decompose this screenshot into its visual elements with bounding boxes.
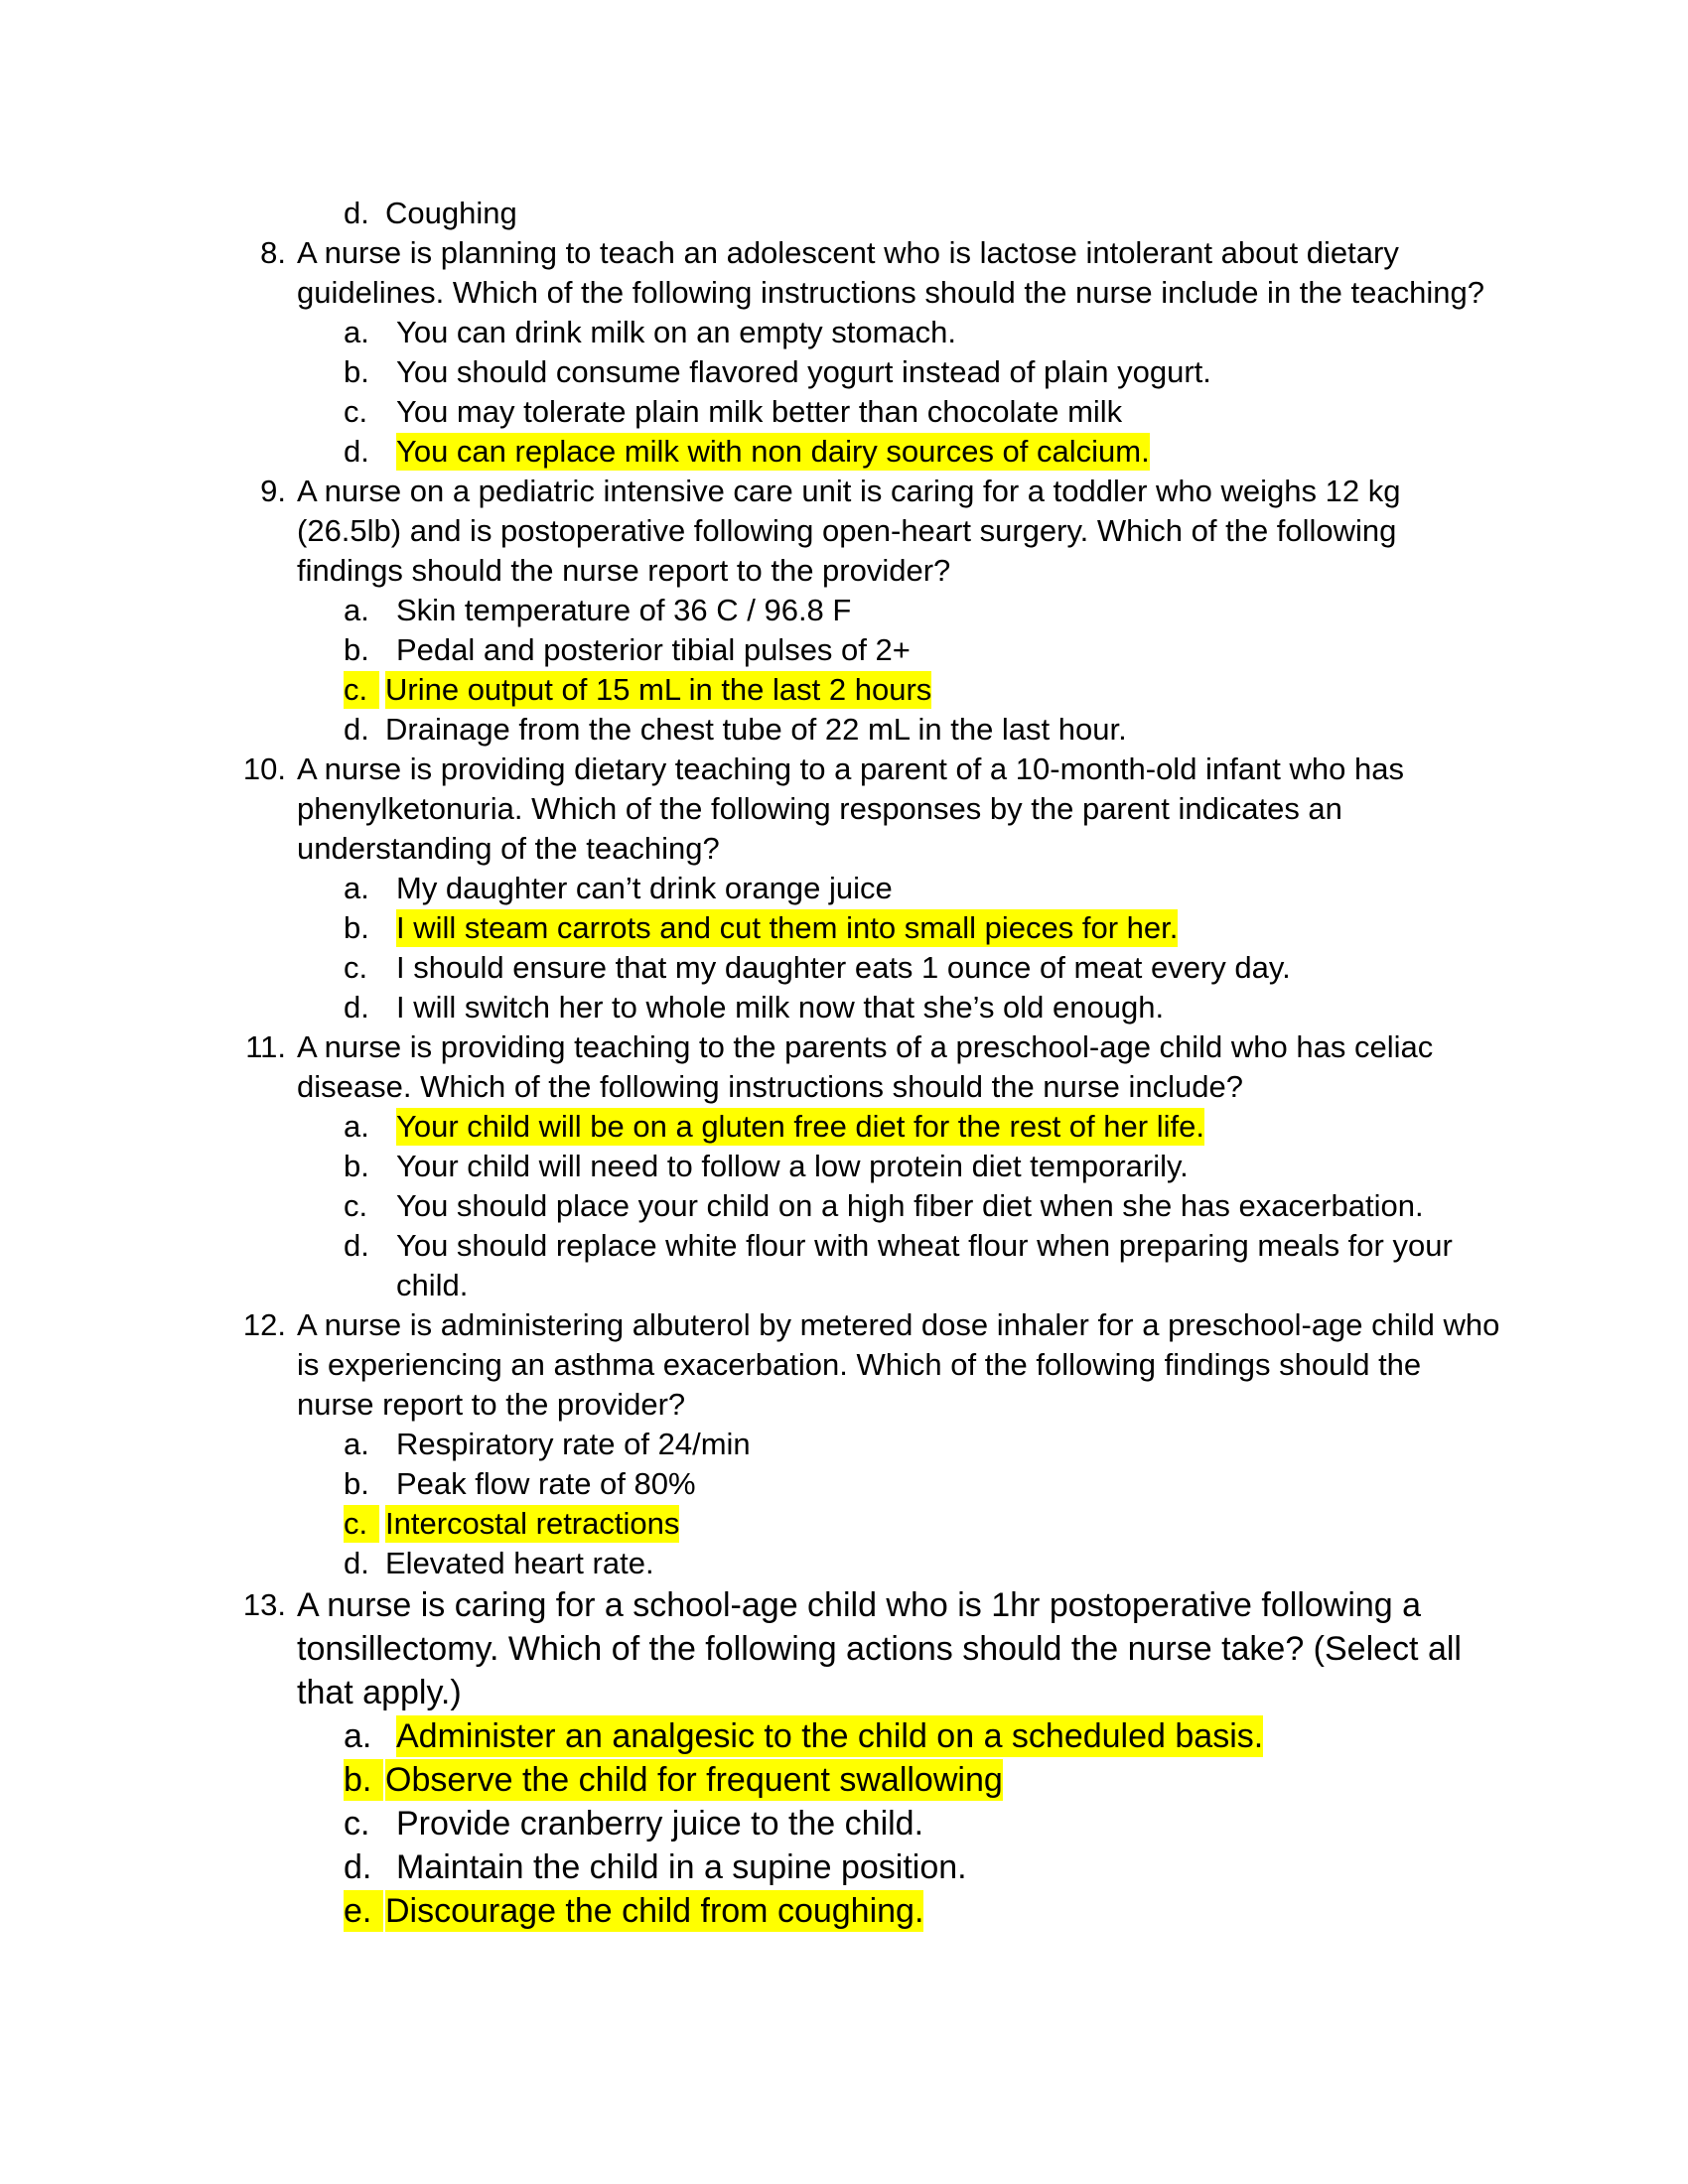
option-letter: d.: [344, 1546, 369, 1580]
question-text: A nurse on a pediatric intensive care unit is caring for a toddler who weighs 12 kg: [297, 474, 1401, 508]
option-text: child.: [396, 1268, 469, 1302]
option-letter: d.: [344, 1848, 372, 1886]
question-text: A nurse is planning to teach an adolescent who is lactose intolerant about dietary: [297, 235, 1399, 270]
option-letter: d.: [344, 990, 369, 1024]
option-letter: a.: [344, 1427, 369, 1461]
option-letter: b.: [344, 1466, 369, 1501]
question-number: 9.: [260, 474, 286, 508]
question-text: A nurse is administering albuterol by metered dose inhaler for a preschool-age child who: [297, 1307, 1500, 1342]
option-letter: d.: [344, 1228, 369, 1263]
option-text: You can drink milk on an empty stomach.: [396, 315, 957, 349]
option-text: You should replace white flour with wheat flour when preparing meals for your: [396, 1228, 1453, 1263]
highlighted-answer: Urine output of 15 mL in the last 2 hours: [385, 672, 932, 707]
highlighted-answer: You can replace milk with non dairy sources of calcium.: [396, 434, 1150, 469]
question-text: understanding of the teaching?: [297, 831, 720, 866]
option-letter: d.: [344, 712, 369, 747]
highlighted-answer: Discourage the child from coughing.: [385, 1892, 924, 1930]
question-text: nurse report to the provider?: [297, 1387, 686, 1422]
option-letter: a.: [344, 871, 369, 905]
option-text: Provide cranberry juice to the child.: [396, 1805, 924, 1843]
option-text: Pedal and posterior tibial pulses of 2+: [396, 632, 911, 667]
option-text: You should consume flavored yogurt instead of plain yogurt.: [396, 354, 1211, 389]
question-number: 11.: [245, 1029, 286, 1064]
option-letter: a.: [344, 593, 369, 627]
option-text: Maintain the child in a supine position.: [396, 1848, 967, 1886]
option-text: Peak flow rate of 80%: [396, 1466, 696, 1501]
highlighted-answer: Intercostal retractions: [385, 1506, 680, 1541]
highlighted-answer: I will steam carrots and cut them into small pieces for her.: [396, 910, 1179, 945]
question-text: A nurse is caring for a school-age child who is 1hr postoperative following a: [297, 1586, 1422, 1624]
option-letter: b.: [344, 1759, 383, 1801]
question-text: phenylketonuria. Which of the following responses by the parent indicates an: [297, 791, 1342, 826]
question-text: disease. Which of the following instructions should the nurse include?: [297, 1069, 1243, 1104]
option-letter: b.: [344, 1149, 369, 1183]
option-letter: c.: [344, 394, 368, 429]
option-text: My daughter can’t drink orange juice: [396, 871, 893, 905]
question-number: 12.: [242, 1307, 286, 1342]
option-text: You may tolerate plain milk better than chocolate milk: [396, 394, 1123, 429]
question-number: 13.: [242, 1587, 286, 1622]
option-letter: d.: [344, 196, 369, 230]
question-text: A nurse is providing dietary teaching to a parent of a 10-month-old infant who has: [297, 751, 1404, 786]
option-letter: c.: [344, 1188, 368, 1223]
option-text: Skin temperature of 36 C / 96.8 F: [396, 593, 852, 627]
option-text: Respiratory rate of 24/min: [396, 1427, 751, 1461]
question-text: tonsillectomy. Which of the following actions should the nurse take? (Select all: [297, 1630, 1462, 1668]
option-letter: c.: [344, 671, 379, 709]
option-letter: a.: [344, 1109, 369, 1144]
option-text: I should ensure that my daughter eats 1 ounce of meat every day.: [396, 950, 1291, 985]
option-letter: b.: [344, 632, 369, 667]
option-letter: e.: [344, 1890, 383, 1932]
question-number: 10.: [242, 751, 286, 786]
option-letter: c.: [344, 1805, 370, 1843]
option-text: You should place your child on a high fiber diet when she has exacerbation.: [396, 1188, 1424, 1223]
option-letter: b.: [344, 910, 369, 945]
option-letter: a.: [344, 315, 369, 349]
highlighted-answer: Administer an analgesic to the child on a scheduled basis.: [396, 1717, 1264, 1755]
option-letter: c.: [344, 950, 368, 985]
question-text: findings should the nurse report to the provider?: [297, 553, 951, 588]
question-text: is experiencing an asthma exacerbation. Which of the following findings should the: [297, 1347, 1422, 1382]
option-text: Your child will need to follow a low protein diet temporarily.: [396, 1149, 1189, 1183]
option-letter: d.: [344, 434, 369, 469]
question-number: 8.: [260, 235, 286, 270]
highlighted-answer: Observe the child for frequent swallowing: [385, 1761, 1003, 1799]
option-letter: c.: [344, 1505, 379, 1543]
option-text: Elevated heart rate.: [385, 1546, 654, 1580]
option-text: Drainage from the chest tube of 22 mL in the last hour.: [385, 712, 1127, 747]
question-text: guidelines. Which of the following instructions should the nurse include in the teaching?: [297, 275, 1484, 310]
option-letter: a.: [344, 1717, 372, 1755]
option-letter: b.: [344, 354, 369, 389]
option-text: I will switch her to whole milk now that she’s old enough.: [396, 990, 1165, 1024]
option-text: Coughing: [385, 196, 517, 230]
question-text: (26.5lb) and is postoperative following open-heart surgery. Which of the following: [297, 513, 1397, 548]
question-text: that apply.): [297, 1674, 462, 1711]
question-text: A nurse is providing teaching to the parents of a preschool-age child who has celiac: [297, 1029, 1434, 1064]
highlighted-answer: Your child will be on a gluten free diet for the rest of her life.: [396, 1109, 1204, 1144]
